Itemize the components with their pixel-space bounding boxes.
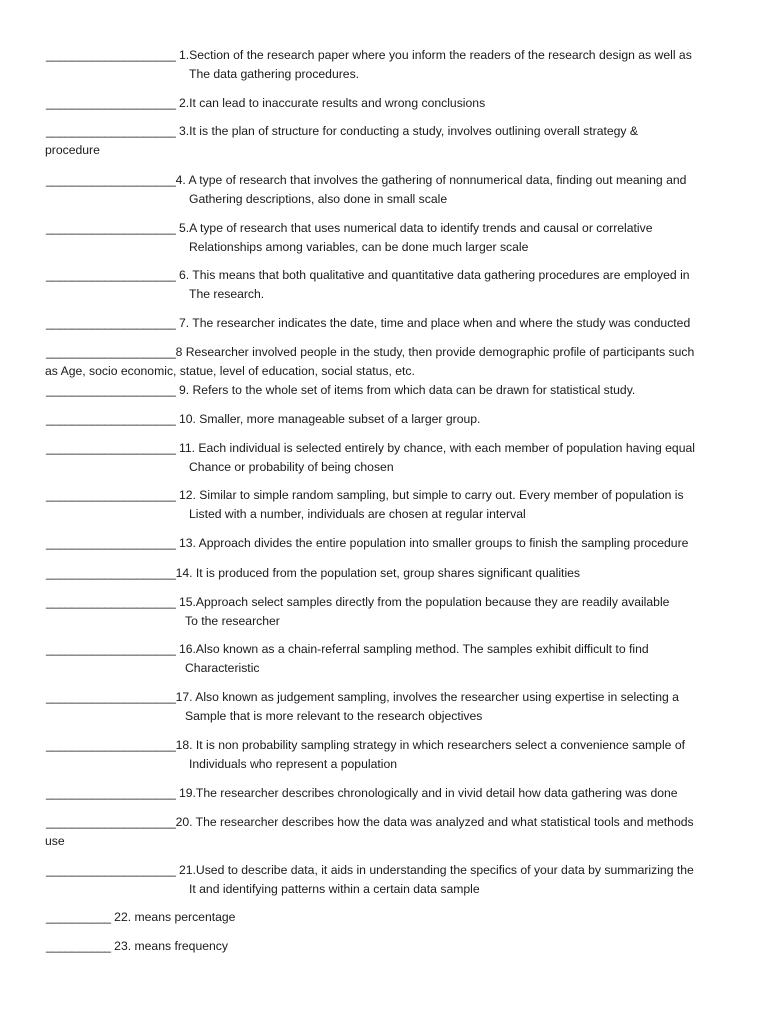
answer-blank[interactable]: ____________________ [46, 595, 176, 609]
answer-blank[interactable]: ____________________ [46, 642, 176, 656]
question-18 [46, 736, 738, 774]
answer-blank[interactable]: ____________________ [46, 863, 176, 877]
question-17 [46, 688, 738, 726]
answer-blank[interactable]: ____________________ [46, 488, 176, 502]
question-text: 11. Each individual is selected entirely by chance, with each member of population having equal [175, 441, 695, 455]
question-text: 23. means frequency [110, 939, 228, 953]
question-continuation: Sample that is more relevant to the research objectives [185, 709, 483, 723]
question-3 [46, 122, 738, 160]
question-6 [46, 266, 738, 304]
question-continuation: use [45, 834, 65, 848]
question-continuation: as Age, socio economic, statue, level of education, social status, etc. [45, 364, 415, 378]
question-text: 13. Approach divides the entire population into smaller groups to finish the sampling procedure [175, 536, 689, 550]
question-5 [46, 219, 738, 257]
question-continuation: The data gathering procedures. [189, 67, 360, 81]
question-text: 22. means percentage [110, 910, 236, 924]
question-1 [46, 46, 738, 84]
question-text: 5.A type of research that uses numerical data to identify trends and causal or correlative [175, 221, 653, 235]
answer-blank[interactable]: ____________________ [46, 173, 176, 187]
answer-blank[interactable]: ____________________ [46, 48, 176, 62]
answer-blank[interactable]: ____________________ [46, 345, 176, 359]
question-text: 17. Also known as judgement sampling, involves the researcher using expertise in selecting a [175, 690, 679, 704]
question-7 [46, 314, 738, 333]
question-19 [46, 784, 738, 803]
answer-blank[interactable]: ____________________ [46, 536, 176, 550]
question-text: 9. Refers to the whole set of items from which data can be drawn for statistical study. [175, 383, 636, 397]
question-text: 12. Similar to simple random sampling, but simple to carry out. Every member of population is [175, 488, 684, 502]
question-4 [46, 171, 738, 209]
question-continuation: Relationships among variables, can be done much larger scale [189, 240, 529, 254]
question-continuation: Gathering descriptions, also done in small scale [189, 192, 448, 206]
answer-blank[interactable]: ____________________ [46, 412, 176, 426]
question-23 [46, 937, 738, 956]
question-text: 8 Researcher involved people in the study, then provide demographic profile of participants such [175, 345, 695, 359]
question-continuation: Individuals who represent a population [189, 757, 398, 771]
answer-blank[interactable]: ____________________ [46, 786, 176, 800]
question-16 [46, 640, 738, 678]
question-text: 15.Approach select samples directly from the population because they are readily available [175, 595, 670, 609]
question-text: 1.Section of the research paper where you inform the readers of the research design as well as [175, 48, 692, 62]
question-14 [46, 564, 738, 583]
answer-blank[interactable]: __________ [46, 910, 111, 924]
question-10 [46, 410, 738, 429]
answer-blank[interactable]: ____________________ [46, 124, 176, 138]
question-text: 6. This means that both qualitative and quantitative data gathering procedures are employed in [175, 268, 690, 282]
question-9 [46, 381, 738, 400]
question-continuation: Listed with a number, individuals are chosen at regular interval [189, 507, 526, 521]
question-15 [46, 593, 738, 631]
question-text: 10. Smaller, more manageable subset of a larger group. [175, 412, 481, 426]
answer-blank[interactable]: __________ [46, 939, 111, 953]
answer-blank[interactable]: ____________________ [46, 566, 176, 580]
question-text: 19.The researcher describes chronologically and in vivid detail how data gathering was done [175, 786, 678, 800]
answer-blank[interactable]: ____________________ [46, 690, 176, 704]
question-text: 4. A type of research that involves the gathering of nonnumerical data, finding out meaning and [175, 173, 687, 187]
question-continuation: Chance or probability of being chosen [189, 460, 394, 474]
question-21 [46, 861, 738, 899]
answer-blank[interactable]: ____________________ [46, 815, 176, 829]
answer-blank[interactable]: ____________________ [46, 383, 176, 397]
question-text: 21.Used to describe data, it aids in understanding the specifics of your data by summarizing the [175, 863, 694, 877]
question-continuation: Characteristic [185, 661, 260, 675]
question-20 [46, 813, 738, 851]
question-12 [46, 486, 738, 524]
answer-blank[interactable]: ____________________ [46, 221, 176, 235]
question-continuation: To the researcher [185, 614, 280, 628]
question-text: 2.It can lead to inaccurate results and wrong conclusions [175, 96, 486, 110]
question-continuation: procedure [45, 143, 100, 157]
question-11 [46, 439, 738, 477]
question-text: 14. It is produced from the population set, group shares significant qualities [175, 566, 581, 580]
answer-blank[interactable]: ____________________ [46, 268, 176, 282]
answer-blank[interactable]: ____________________ [46, 738, 176, 752]
question-2 [46, 94, 738, 113]
question-text: 18. It is non probability sampling strategy in which researchers select a convenience sample of [175, 738, 685, 752]
question-text: 20. The researcher describes how the data was analyzed and what statistical tools and methods [175, 815, 694, 829]
question-continuation: The research. [189, 287, 265, 301]
answer-blank[interactable]: ____________________ [46, 316, 176, 330]
question-8 [46, 343, 738, 381]
question-continuation: It and identifying patterns within a certain data sample [189, 882, 480, 896]
question-22 [46, 908, 738, 927]
answer-blank[interactable]: ____________________ [46, 96, 176, 110]
answer-blank[interactable]: ____________________ [46, 441, 176, 455]
question-text: 16.Also known as a chain-referral sampling method. The samples exhibit difficult to find [175, 642, 649, 656]
question-text: 3.It is the plan of structure for conducting a study, involves outlining overall strategy & [175, 124, 639, 138]
question-13 [46, 534, 738, 553]
question-text: 7. The researcher indicates the date, time and place when and where the study was conducted [175, 316, 691, 330]
